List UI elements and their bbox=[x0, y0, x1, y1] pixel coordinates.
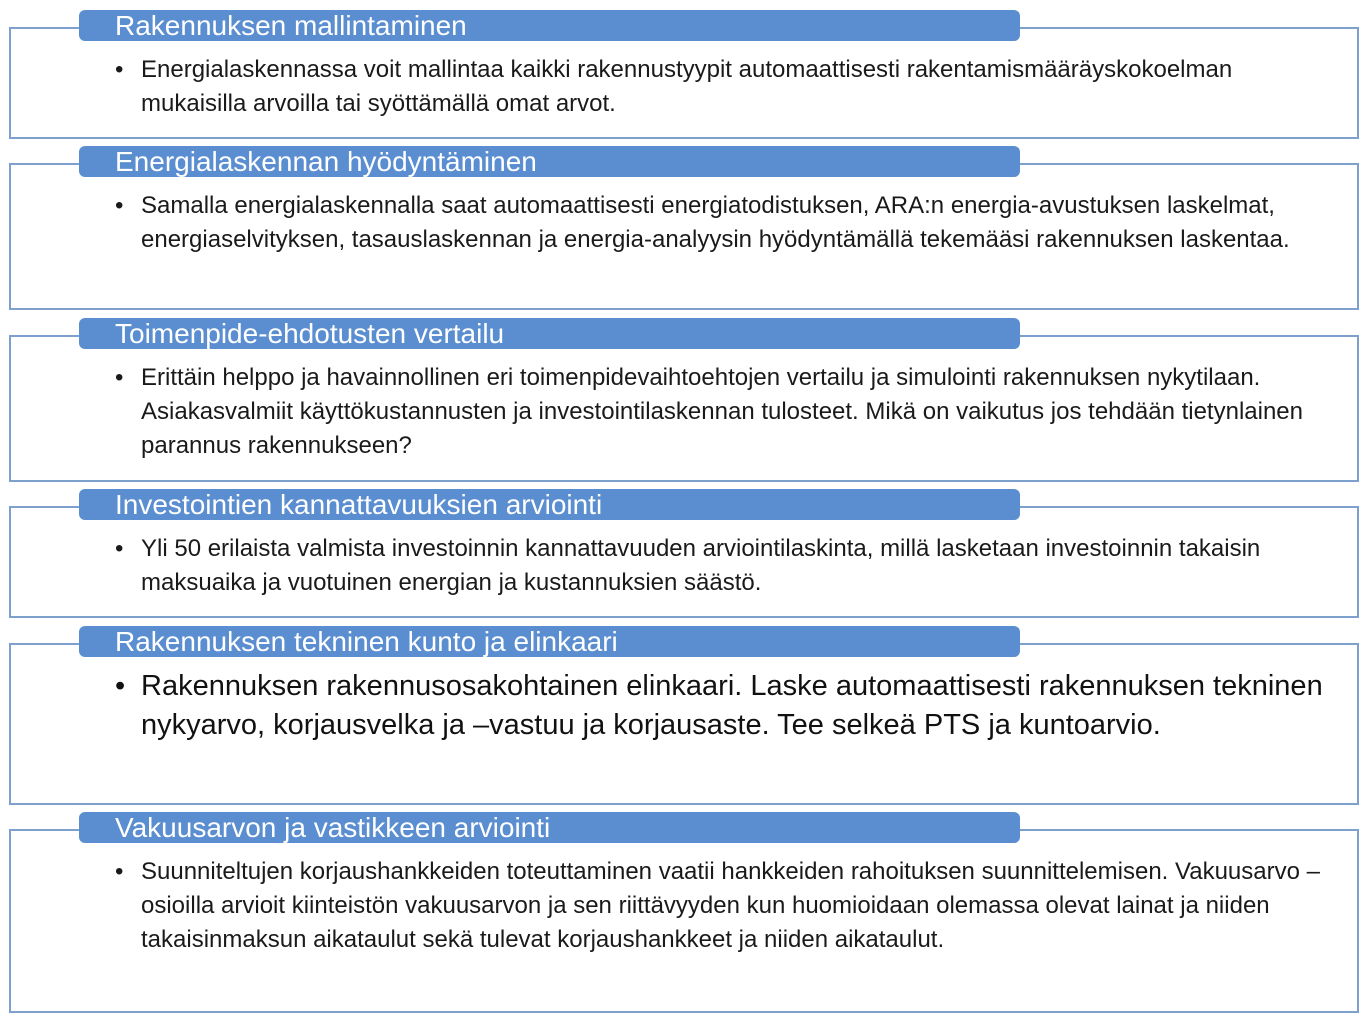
section-header-rakennuksen-tekninen-kunto: Rakennuksen tekninen kunto ja elinkaari bbox=[79, 626, 1020, 657]
section-bullets bbox=[115, 53, 1325, 121]
section-bullets bbox=[115, 361, 1325, 463]
section-header-toimenpide-ehdotusten-vertailu: Toimenpide-ehdotusten vertailu bbox=[79, 318, 1020, 349]
bullet-item: • Rakennuksen rakennusosakohtainen elinkaari. Laske automaattisesti rakennuksen tekninen nykyarvo, korjausvelka ja –vastuu ja korjausaste. Tee selkeä PTS ja kuntoarvio. bbox=[115, 667, 1325, 745]
section-header-rakennuksen-mallintaminen: Rakennuksen mallintaminen bbox=[79, 10, 1020, 41]
section-header-vakuusarvon-ja-vastikkeen-arviointi: Vakuusarvon ja vastikkeen arviointi bbox=[79, 812, 1020, 843]
section-bullets bbox=[115, 855, 1325, 957]
bullet-item: • Yli 50 erilaista valmista investoinnin kannattavuuden arviointilaskinta, millä lasketaan investoinnin takaisin maksuaika ja vuotuinen energian ja kustannuksien säästö. bbox=[115, 532, 1325, 600]
section-bullets bbox=[115, 532, 1325, 600]
section-bullets bbox=[115, 667, 1325, 745]
section-header-energialaskennan-hyodyntaminen: Energialaskennan hyödyntäminen bbox=[79, 146, 1020, 177]
bullet-item: • Erittäin helppo ja havainnollinen eri toimenpidevaihtoehtojen vertailu ja simulointi rakennuksen nykytilaan. Asiakasvalmiit käyttökustannusten ja investointilaskennan tulosteet. Mikä on vaikutus jos tehdään tietynlainen parannus rakennukseen? bbox=[115, 361, 1325, 463]
bullet-item: • Samalla energialaskennalla saat automaattisesti energiatodistuksen, ARA:n energia-avustuksen laskelmat, energiaselvityksen, tasauslaskennan ja energia-analyysin hyödyntämällä tekemääsi rakennuksen laskentaa. bbox=[115, 189, 1325, 257]
bullet-item: • Suunniteltujen korjaushankkeiden toteuttaminen vaatii hankkeiden rahoituksen suunnittelemisen. Vakuusarvo –osioilla arvioit kiinteistön vakuusarvon ja sen riittävyyden kun huomioidaan olemassa olevat lainat ja niiden takaisinmaksun aikataulut sekä tulevat korjaushankkeet ja niiden aikataulut. bbox=[115, 855, 1325, 957]
section-header-investointien-kannattavuuksien-arviointi: Investointien kannattavuuksien arviointi bbox=[79, 489, 1020, 520]
section-bullets bbox=[115, 189, 1325, 257]
bullet-item: • Energialaskennassa voit mallintaa kaikki rakennustyypit automaattisesti rakentamismääräyskokoelman mukaisilla arvoilla tai syöttämällä omat arvot. bbox=[115, 53, 1325, 121]
